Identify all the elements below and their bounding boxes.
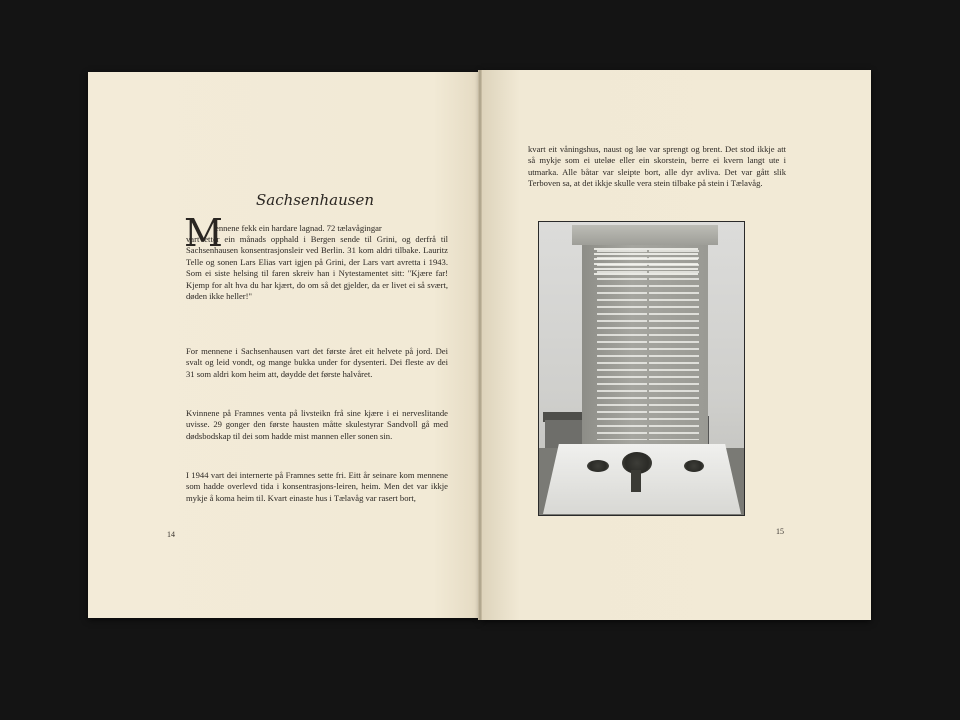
left-paragraph-1: vart etter ein månads opphald i Bergen sende til Grini, og derfrå til Sachsenhausen konsentrasjonsleir ved Berlin. 31 kom aldri tilbake. Lauritz Telle og sonen Lars Elias vart igjen på Grini, der Lars vart avretta i 1943. Som ei siste helsing til faren skreiv han i Nytestamentet sitt: "Kjære far! Kjemp for alt hva du har kjært, do om så det gjelder, da er livet ei så svært, døden ikke heller!" [186, 234, 448, 302]
memorial-inscription-right [649, 250, 699, 440]
memorial-stone-photo [538, 221, 745, 516]
wreath-left-icon [587, 460, 609, 472]
drop-cap: M [184, 211, 223, 255]
left-paragraph-2: For mennene i Sachsenhausen vart det første året eit helvete på jord. Dei svalt og leid vondt, og mange bukka under for dysenteri. Dei fleste av dei 31 som aldri kom heim att, døydde det første halvåret. [186, 346, 448, 379]
left-page [88, 72, 480, 618]
wreath-right-icon [684, 460, 704, 472]
memorial-inscription-left [597, 250, 647, 440]
right-paragraph-1: kvart eit våningshus, naust og løe var sprengt og brent. Det stod ikkje att så mykje som ei uteløe eller ein skorstein, berre ei kvern langt ute i utmarka. Alle båtar var sleipte bort, alle dyr avliva. Det var gått slik Terboven sa, at det ikkje skulle vera stein tilbake på stein i Tælavåg. [528, 144, 786, 189]
first-line: ennene fekk ein hardare lagnad. 72 tælavågingar [215, 223, 382, 233]
wreath-ribbon [631, 470, 641, 492]
book-gutter [478, 70, 482, 620]
left-paragraph-3: Kvinnene på Framnes venta på livsteikn frå sine kjære i ei nerveslitande uvisse. 29 gonger den første hausten måtte skulestyrar Sandvoll gå med dødsbodskap til dei som hadde mist mannen eller sonen sin. [186, 408, 448, 441]
memorial-cap [572, 225, 718, 245]
left-paragraph-4: I 1944 vart dei internerte på Framnes sette fri. Eitt år seinare kom mennene som hadde overlevd tida i konsentrasjons-leiren, heim. Men det var ikkje mykje å koma heim til. Kvart einaste hus i Tælavåg var rasert bort, [186, 470, 448, 503]
right-page-number: 15 [776, 527, 784, 536]
left-page-number: 14 [167, 530, 175, 539]
